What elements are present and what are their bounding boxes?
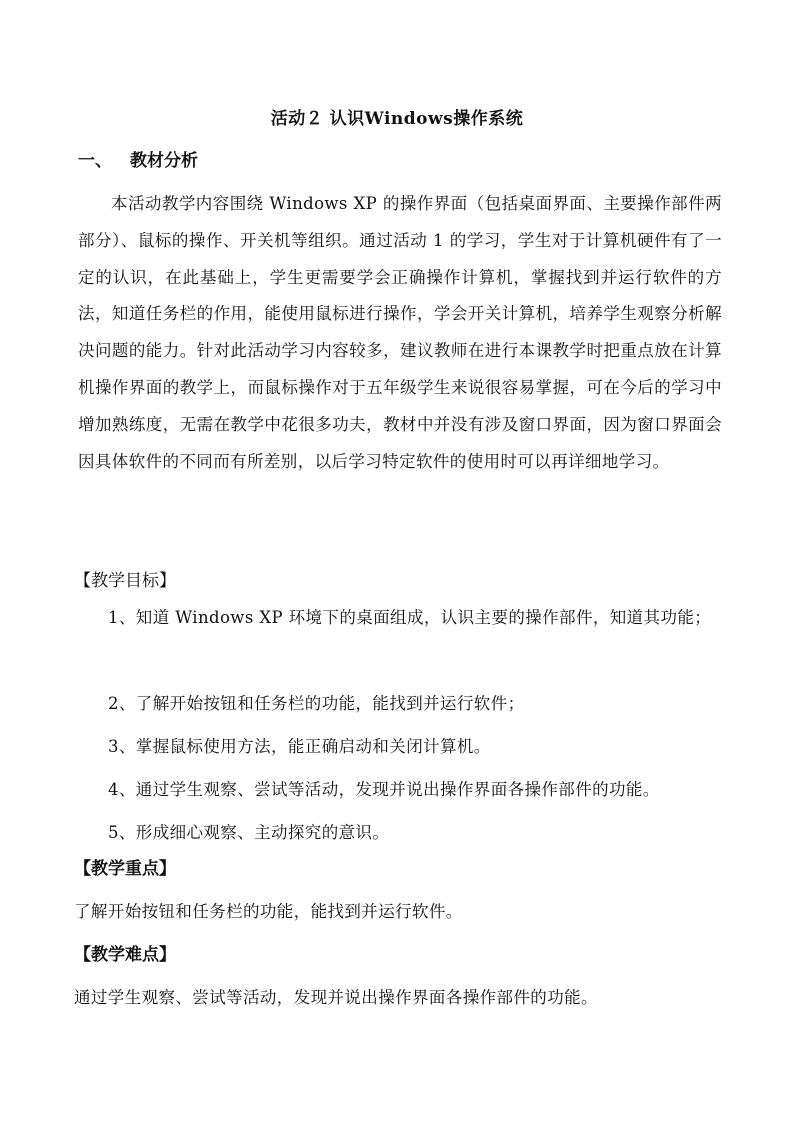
key-points-text: 了解开始按钮和任务栏的功能，能找到并运行软件。 (74, 902, 463, 921)
page-title: 活动２ 认识Windows操作系统 (270, 109, 524, 129)
key-points-heading: 【教学重点】 (74, 859, 176, 879)
goal-item-5: 5、形成细心观察、主动探究的意识。 (108, 823, 390, 842)
difficulties-text: 通过学生观察、尝试等活动，发现并说出操作界面各操作部件的功能。 (74, 988, 598, 1007)
section-heading-materials (78, 146, 198, 171)
goals-heading: 【教学目标】 (74, 571, 176, 591)
difficulties-heading: 【教学难点】 (74, 945, 176, 965)
goal-item-4: 4、通过学生观察、尝试等活动，发现并说出操作界面各操作部件的功能。 (108, 780, 660, 799)
section-number: 一、 (78, 151, 112, 171)
materials-paragraph: 本活动教学内容围绕 Windows XP 的操作界面（包括桌面界面、主要操作部件两部分）、鼠标的操作、开关机等组织。通过活动 1 的学习，学生对于计算机硬件有了一定的认识，在此基础上，学生更需要学会正确操作计算机，掌握找到并运行软件的方法，知道任务栏的作用，能使用鼠标进行操作，学会开关计算机，培养学生观察分析解决问题的能力。针对此活动学习内容较多，建议教师在进行本课教学时把重点放在计算机操作界面的教学上，而鼠标操作对于五年级学生来说很容易掌握，可在今后的学习中增加熟练度，无需在教学中花很多功夫，教材中并没有涉及窗口界面，因为窗口界面会因具体软件的不同而有所差别，以后学习特定软件的使用时可以再详细地学习。 (78, 194, 722, 471)
goal-item-3: 3、掌握鼠标使用方法，能正确启动和关闭计算机。 (108, 737, 491, 756)
section-heading-text: 教材分析 (130, 151, 198, 171)
goal-item-2: 2、了解开始按钮和任务栏的功能，能找到并运行软件； (108, 694, 525, 713)
goal-item-1: 1、知道 Windows XP 环境下的桌面组成，认识主要的操作部件，知道其功能； (108, 608, 712, 627)
